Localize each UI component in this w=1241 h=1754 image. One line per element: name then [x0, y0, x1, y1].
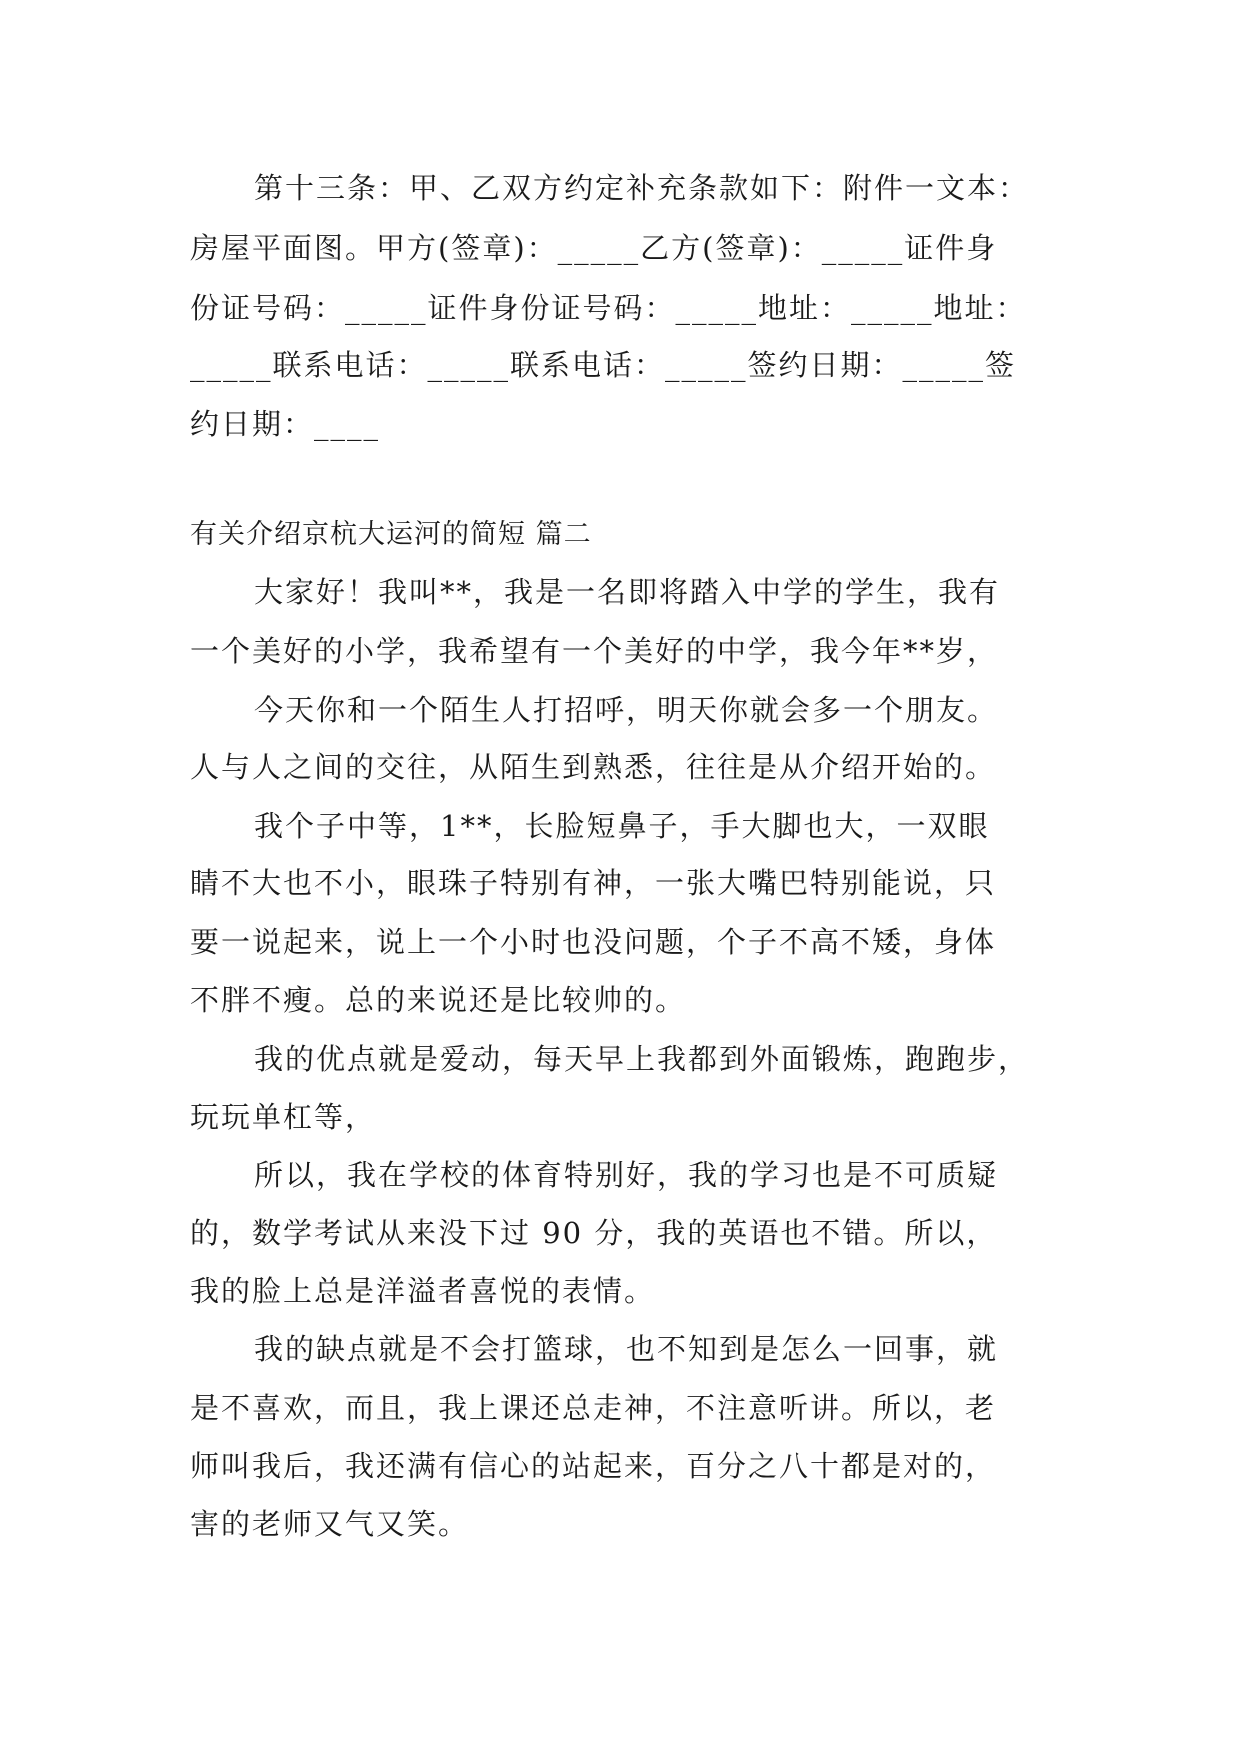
- paragraph-line: 我的优点就是爱动，每天早上我都到外面锻炼，跑跑步，: [254, 1042, 1030, 1076]
- section-title: 有关介绍京杭大运河的简短 篇二: [190, 519, 592, 550]
- paragraph-line: 师叫我后，我还满有信心的站起来，百分之八十都是对的，: [190, 1449, 997, 1483]
- paragraph-line: 是不喜欢，而且，我上课还总走神，不注意听讲。所以，老: [190, 1391, 997, 1425]
- paragraph-line: 不胖不瘦。总的来说还是比较帅的。: [190, 983, 687, 1017]
- paragraph-line: 我的脸上总是洋溢者喜悦的表情。: [190, 1274, 656, 1308]
- clause13-line-4: _____联系电话：_____联系电话：_____签约日期：_____签: [190, 348, 1017, 382]
- clause13-line-5: 约日期：____: [190, 407, 381, 441]
- paragraph-line: 玩玩单杠等，: [190, 1100, 377, 1134]
- clause13-line-3: 份证号码：_____证件身份证号码：_____地址：_____地址：: [190, 291, 1027, 325]
- paragraph-line: 害的老师又气又笑。: [190, 1507, 470, 1541]
- clause13-line-1: 第十三条：甲、乙双方约定补充条款如下：附件一文本：: [254, 171, 1030, 205]
- paragraph-line: 要一说起来，说上一个小时也没问题，个子不高不矮，身体: [190, 925, 997, 959]
- paragraph-line: 今天你和一个陌生人打招呼，明天你就会多一个朋友。: [254, 693, 999, 727]
- paragraph-line: 人与人之间的交往，从陌生到熟悉，往往是从介绍开始的。: [190, 750, 997, 784]
- paragraph-line: 的，数学考试从来没下过 90 分，我的英语也不错。所以，: [190, 1216, 998, 1250]
- paragraph-line: 睛不大也不小，眼珠子特别有神，一张大嘴巴特别能说，只: [190, 866, 997, 900]
- paragraph-line: 一个美好的小学，我希望有一个美好的中学，我今年**岁，: [190, 634, 999, 668]
- clause13-line-2: 房屋平面图。甲方(签章)：_____乙方(签章)：_____证件身: [190, 231, 998, 265]
- paragraph-line: 我的缺点就是不会打篮球，也不知到是怎么一回事，就: [254, 1332, 999, 1366]
- paragraph-line: 所以，我在学校的体育特别好，我的学习也是不可质疑: [254, 1158, 999, 1192]
- paragraph-line: 我个子中等，1**，长脸短鼻子，手大脚也大，一双眼: [254, 809, 990, 843]
- paragraph-line: 大家好！我叫**，我是一名即将踏入中学的学生，我有: [254, 575, 1001, 609]
